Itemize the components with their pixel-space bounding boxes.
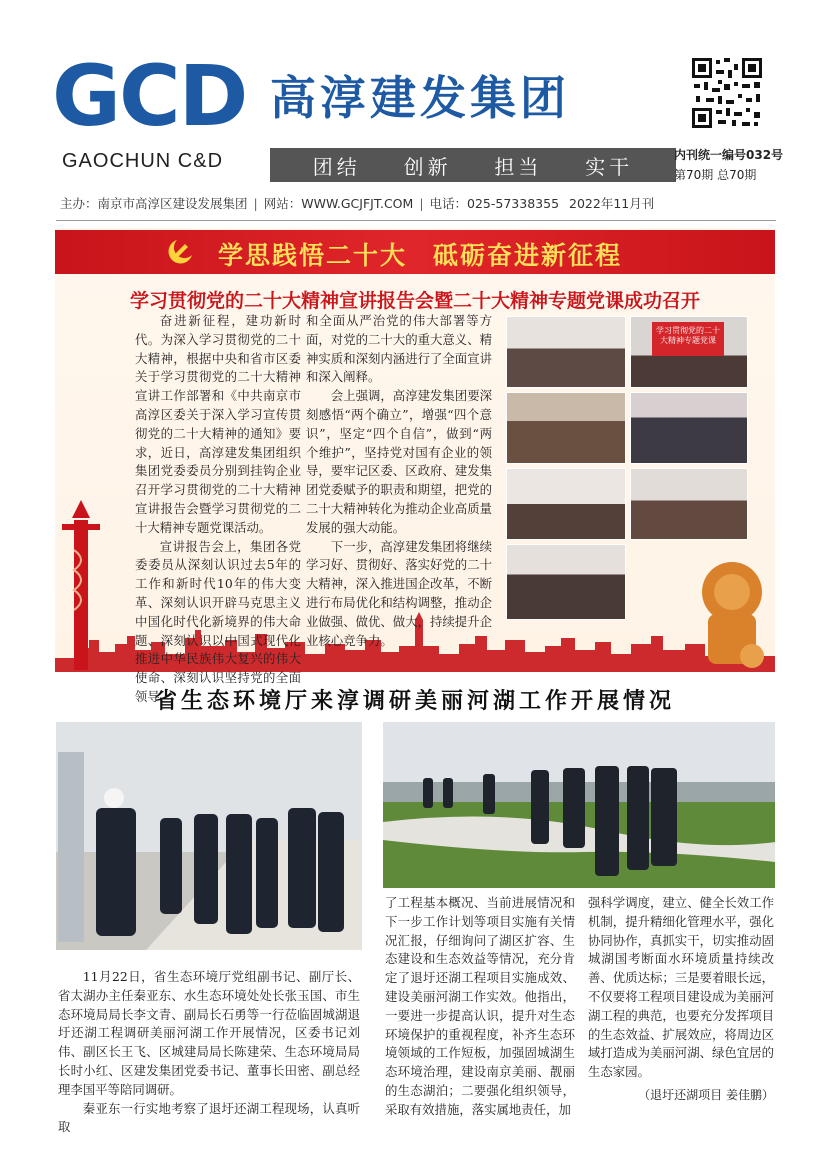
article-column xyxy=(306,312,492,650)
logo-gcd: GCD xyxy=(52,47,247,145)
paragraph: 宣讲报告会上，集团各党委委员从深刻认识过去5年的工作和新时代10年的伟大变革、深刻认识开辟马克思主义中国化时代化新境界的伟大命题、深刻认识以中国式现代化推进中华民族伟大复兴的伟大使命、深刻认识坚持党的全面领导 xyxy=(135,538,301,704)
paragraph: 了工程基本概况、当前进展情况和下一步工作计划等项目实施有关情况汇报，仔细询问了湖区扩容、生态建设和生态效益等情况，充分肯定了退圩还湖工程项目实施成效、建设美丽河湖工作实效。他指出，一要进一步提高认识，提升对生态环境保护的重视程度，补齐生态环境领域的工作短板，加强固城湖生态环境治理，建设南京美丽、靓丽的生态湖泊；二要强化组织领导，采取有效措施，落实属地责任，加 xyxy=(385,895,575,1117)
lakeside-inspection-photo xyxy=(383,722,775,888)
sponsor-text: 主办：南京市高淳区建设发展集团 xyxy=(60,196,248,211)
slogan-word: 实干 xyxy=(585,154,634,179)
screen-caption: 学习贯彻党的二十大精神专题党课 xyxy=(656,326,720,345)
banner-slogan-right: 砥砺奋进新征程 xyxy=(433,241,623,270)
info-bar xyxy=(60,194,780,212)
divider xyxy=(56,220,776,221)
paragraph: 奋进新征程，建功新时代。为深入学习贯彻党的二十大精神，根据中央和省市区委关于学习贯彻党的二十大精神宣讲工作部署和《中共南京市高淳区委关于深入学习宣传贯彻党的二十大精神的通知》要求，近日，高淳建发集团组织集团党委委员分别到挂钩企业召开学习贯彻党的二十大精神宣讲报告会暨学习贯彻党的二十大精神专题党课活动。 xyxy=(135,313,301,535)
paragraph: 会上强调，高淳建发集团要深刻感悟“两个确立”，增强“四个意识”，坚定“四个自信”，做到“两个维护”，坚持党对国有企业的领导，要牢记区委、区政府、建发集团党委赋予的职责和期望，把党的二十大精神转化为推动企业高质量发展的强大动能。 xyxy=(306,388,492,535)
slogan-word: 创新 xyxy=(403,154,452,179)
slogan-bar xyxy=(270,148,676,182)
qr-code-icon xyxy=(690,56,764,130)
publication-code: 内刊统一编号032号 xyxy=(674,148,784,162)
paragraph: 下一步，高淳建发集团将继续学习好、贯彻好、落实好党的二十大精神，深入推进国企改革，不断进行布局优化和结构调整，推动企业做强、做优、做大，持续提升企业核心竞争力。 xyxy=(306,538,492,648)
huabiao-pillar-icon xyxy=(58,500,104,672)
site-visit-photo xyxy=(56,722,362,950)
phone-text: 电话：025-57338355 xyxy=(429,196,560,211)
article-column xyxy=(135,312,301,707)
paragraph: 强科学调度，建立、健全长效工作机制，提升精细化管理水平，强化协同协作，真抓实干，切实推动固城湖国考断面水环境质量持续改善、优质达标；三是要着眼长远，不仅要将工程项目建设成为美丽河湖工程的典范，也要充分发挥项目的生态效益、扩展效应，将周边区域打造成为美丽河湖、绿色宜居的生态家园。 xyxy=(588,895,774,1080)
meeting-photo xyxy=(630,468,748,540)
party-emblem-icon xyxy=(165,236,195,266)
meeting-photo xyxy=(506,316,626,388)
date-text: 2022年11月刊 xyxy=(569,196,655,211)
slogan-word: 团结 xyxy=(312,154,361,179)
stone-lion-icon xyxy=(690,552,774,672)
meeting-photo xyxy=(506,468,626,540)
newspaper-title: 高淳建发集团 xyxy=(270,71,570,125)
paragraph: 和全面从严治党的伟大部署等方面，对党的二十大的重大意义、精神实质和深刻内涵进行了全面宣讲和深入阐释。 xyxy=(306,313,492,385)
meeting-photo xyxy=(506,392,626,464)
author-credit: （退圩还湖项目 姜佳鹏） xyxy=(638,1088,774,1102)
logo-subtitle: GAOCHUN C&D xyxy=(62,150,224,172)
meeting-photo xyxy=(506,544,626,620)
article-headline: 省生态环境厅来淳调研美丽河湖工作开展情况 xyxy=(154,689,675,714)
banner-slogan xyxy=(218,236,622,272)
article-column xyxy=(588,894,774,1082)
slogan-word: 担当 xyxy=(494,154,543,179)
paragraph: 秦亚东一行实地考察了退圩还湖工程现场，认真听取 xyxy=(58,1100,360,1135)
meeting-photo xyxy=(630,392,748,464)
article-column xyxy=(385,894,575,1120)
banner-slogan-left: 学思践悟二十大 xyxy=(218,241,408,270)
website-text: 网站：WWW.GCJFJT.COM xyxy=(263,196,414,211)
separator: | xyxy=(419,196,424,211)
issue-number: 第70期 总70期 xyxy=(674,168,757,182)
paragraph: 11月22日，省生态环境厅党组副书记、副厅长、省太湖办主任秦亚东、水生态环境处处长张玉国、市生态环境局局长李文青、副局长石勇等一行莅临固城湖退圩还湖工程调研美丽河湖工作开展情况，区委书记刘伟、副区长王飞、区城建局局长陈建荣、生态环境局局长时小红、区建发集团党委书记、董事长田密、副总经理李国平等陪同调研。 xyxy=(58,969,360,1097)
article-headline: 学习贯彻党的二十大精神宣讲报告会暨二十大精神专题党课成功召开 xyxy=(129,290,700,312)
separator: | xyxy=(253,196,258,211)
article-column xyxy=(58,968,360,1137)
